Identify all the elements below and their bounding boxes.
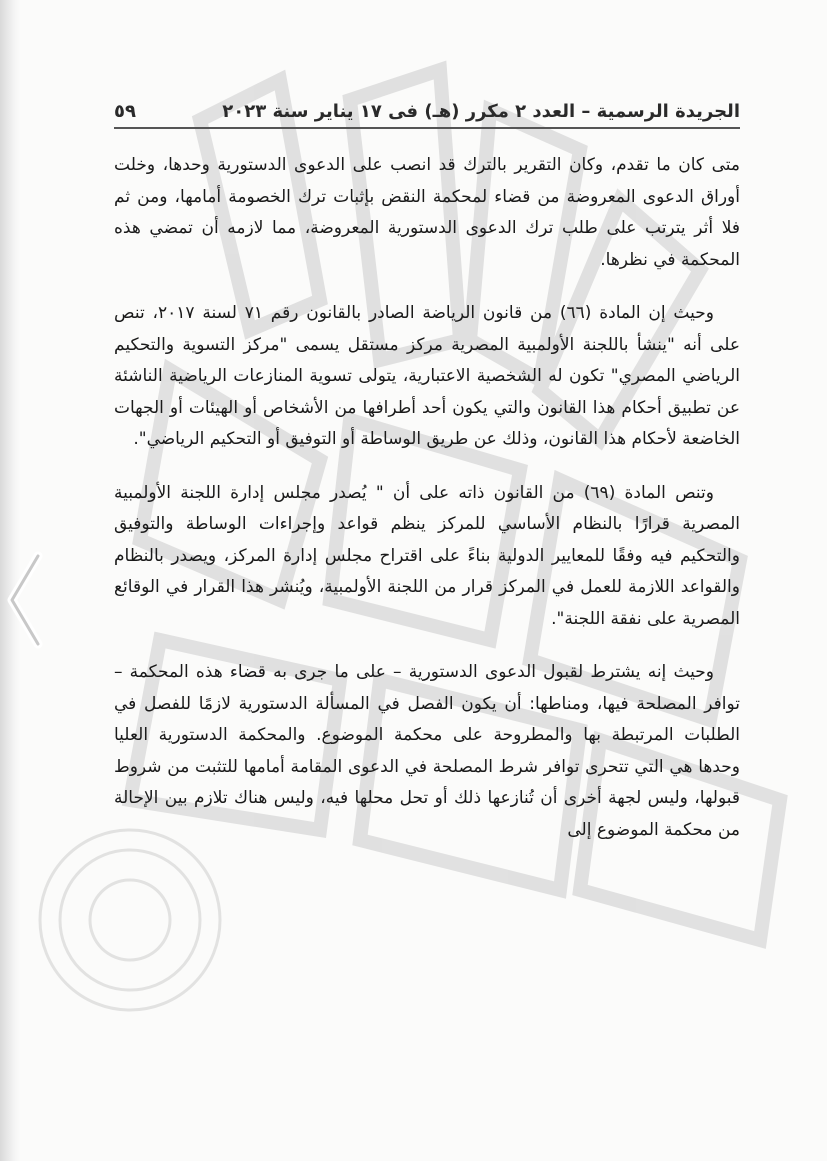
- header-divider: [114, 127, 740, 129]
- body-text: [114, 150, 740, 868]
- page-header: [114, 88, 740, 122]
- page-number: ٥٩: [114, 101, 136, 122]
- paragraph: وحيث إنه يشترط لقبول الدعوى الدستورية – على ما جرى به قضاء هذه المحكمة – توافر المصلحة فيها، ومناطها: أن يكون الفصل في المسألة الدستورية لازمًا للفصل في الطلبات المرتبطة بها والمطروحة على محكمة الموضوع. والمحكمة الدستورية العليا وحدها هي التي تتحرى توافر شرط المصلحة في الدعوى المقامة أمامها للتثبت من شروط قبولها، وليس لجهة أخرى أن تُنازعها ذلك أو تحل محلها فيه، وليس هناك تلازم بين الإحالة من محكمة الموضوع إلى: [114, 662, 740, 840]
- paragraph: متى كان ما تقدم، وكان التقرير بالترك قد انصب على الدعوى الدستورية وحدها، وخلت أوراق الدعوى المعروضة من قضاء لمحكمة النقض بإثبات ترك الخصومة أمامها، ومن ثم فلا أثر يترتب على طلب ترك الدعوى الدستورية المعروضة، مما لازمه أن تمضي هذه المحكمة في نظرها.: [114, 155, 740, 270]
- paragraph: وتنص المادة (٦٩) من القانون ذاته على أن " يُصدر مجلس إدارة اللجنة الأولمبية المصرية قرارًا بالنظام الأساسي للمركز ينظم قواعد وإجراءات الوساطة والتوفيق والتحكيم فيه وفقًا للمعايير الدولية بناءً على اقتراح مجلس إدارة المركز، ويصدر بالنظام والقواعد اللازمة للعمل في المركز قرار من اللجنة الأولمبية، ويُنشر هذا القرار في الوقائع المصرية على نفقة اللجنة".: [114, 482, 740, 629]
- paragraph: وحيث إن المادة (٦٦) من قانون الرياضة الصادر بالقانون رقم ٧١ لسنة ٢٠١٧، تنص على أنه "ينشأ باللجنة الأولمبية المصرية مركز مستقل يسمى "مركز التسوية والتحكيم الرياضي المصري" تكون له الشخصية الاعتبارية، يتولى تسوية المنازعات الرياضية الناشئة عن تطبيق أحكام هذا القانون والتي يكون أحد أطرافها من الأشخاص أو الهيئات أو الجهات الخاضعة لأحكام هذا القانون، وذلك عن طريق الوساطة أو التوفيق أو التحكيم الرياضي".: [114, 303, 740, 449]
- header-title: الجريدة الرسمية – العدد ٢ مكرر (هـ) فى ١٧ يناير سنة ٢٠٢٣: [222, 101, 740, 122]
- previous-page-chevron-icon[interactable]: [4, 548, 48, 652]
